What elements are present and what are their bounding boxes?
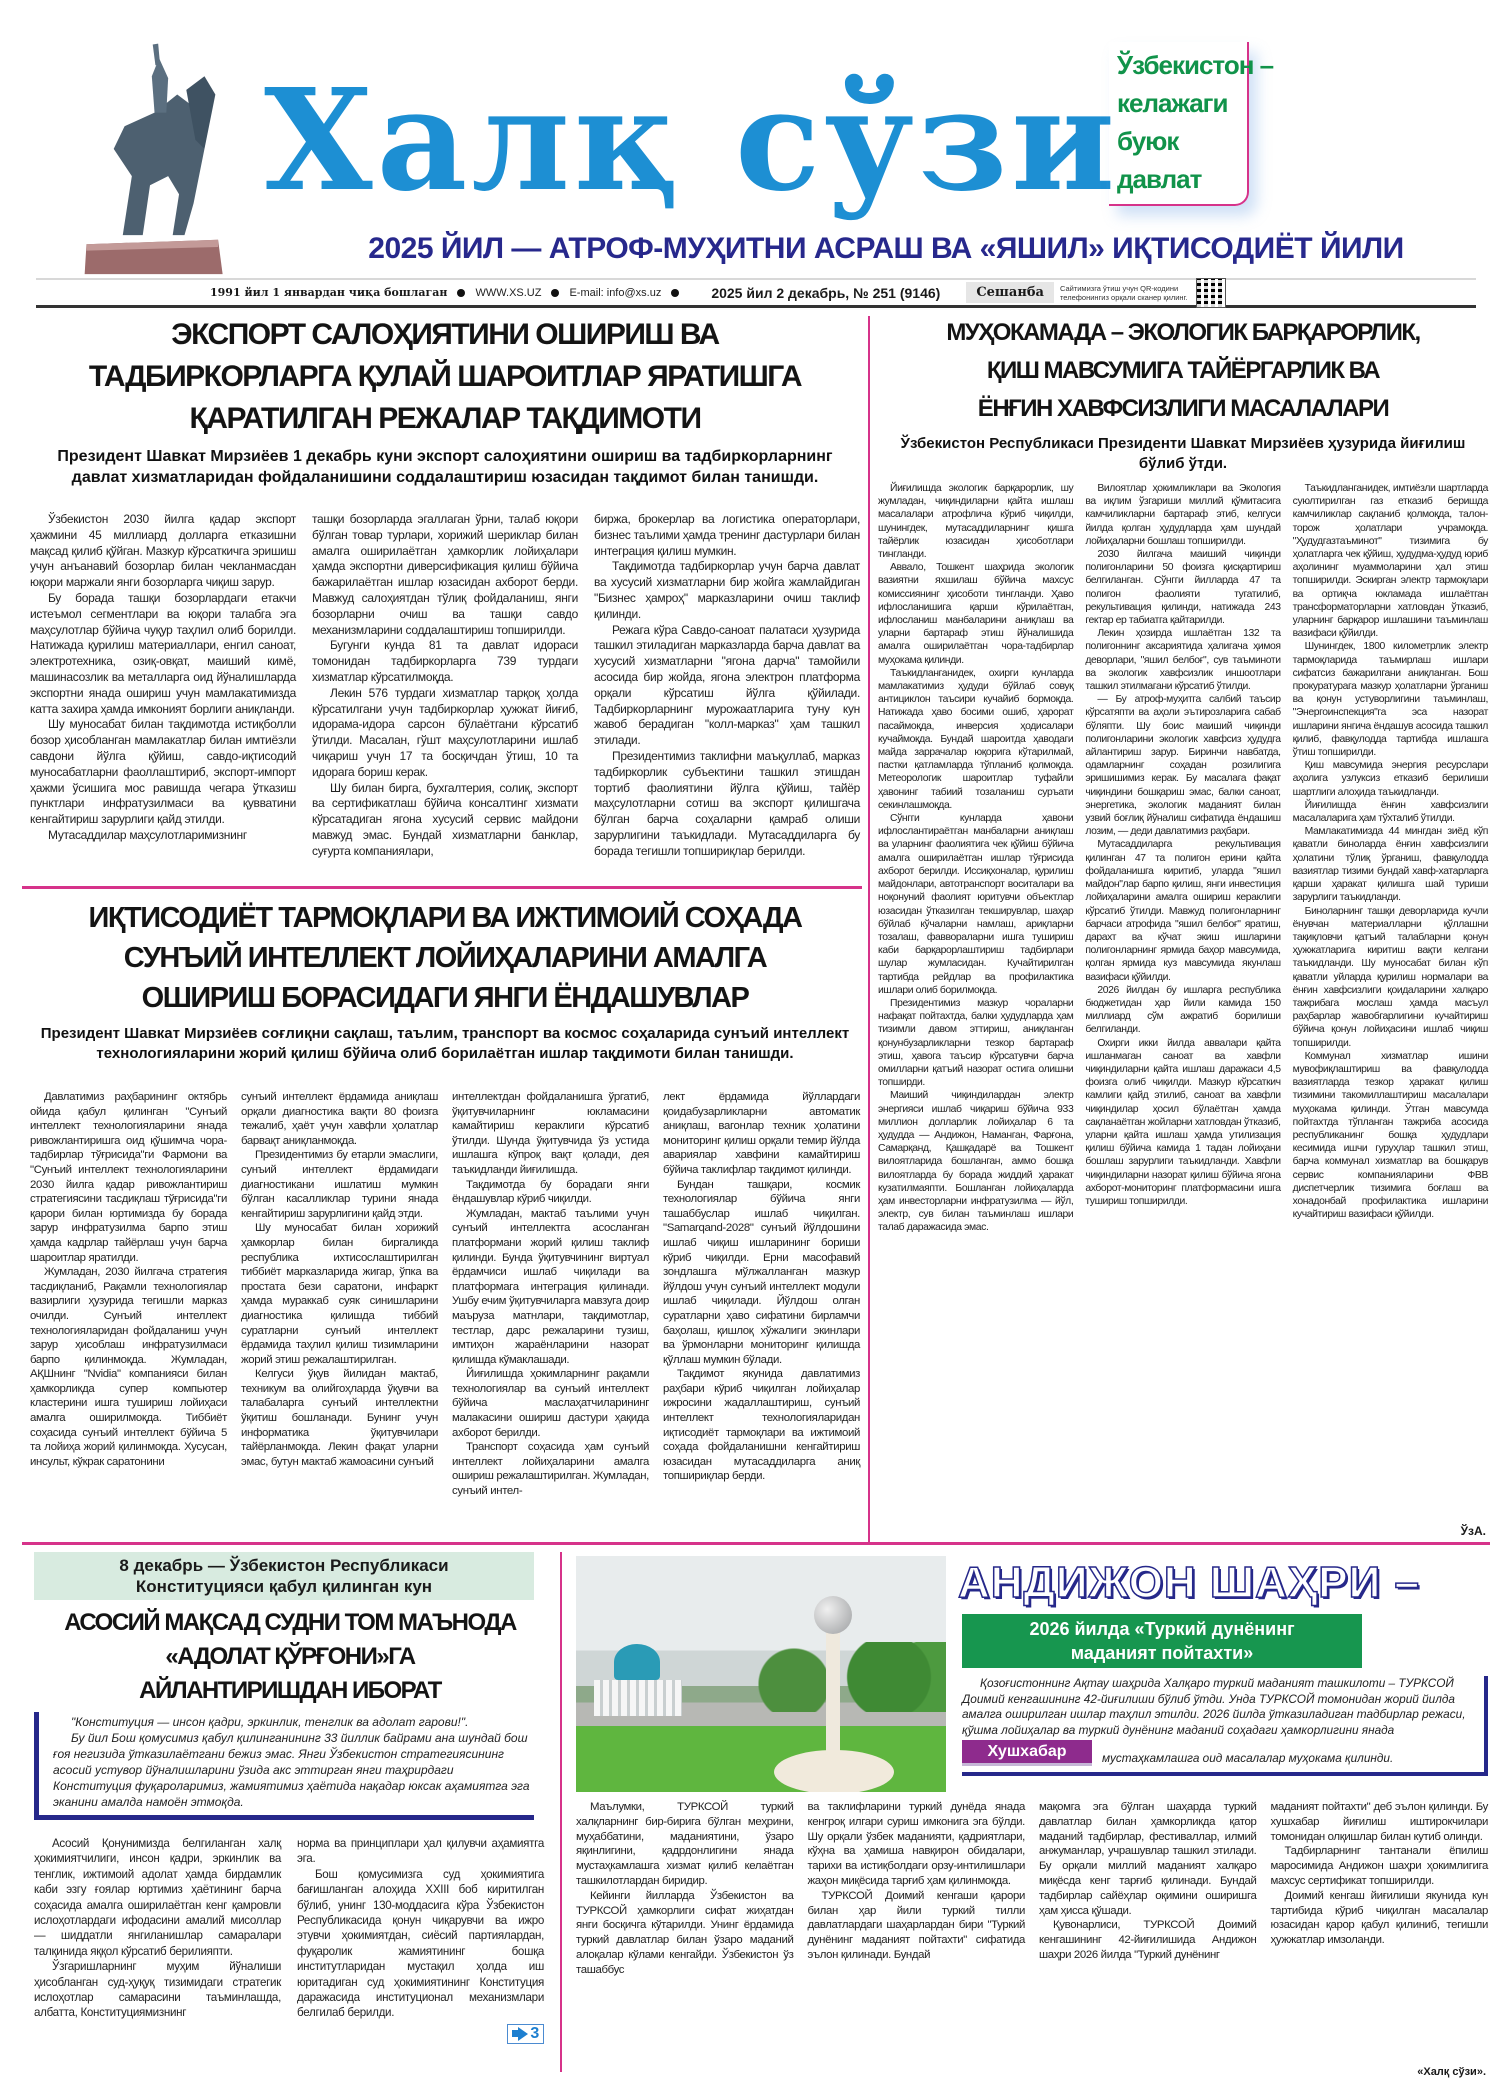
paragraph: Ўзгаришларнинг муҳим йўналиши ҳисобланган суд-ҳуқуқ тизимидаги стратегик ислоҳотлар самарасини таъминлашда, албатта, Конституциямизнинг: [34, 1960, 281, 2020]
headline-line: СУНЪИЙ ИНТЕЛЛЕКТ ЛОЙИҲАЛАРИНИ АМАЛГА: [123, 942, 767, 974]
paragraph: Тадбирларнинг тантанали ёпилиш маросимида Андижон шаҳри ҳокимлигига махсус сертификат топширилди.: [1270, 1845, 1488, 1887]
qr-hint: Сайтимизга ўтиш учун QR-кодини телефонингиз орқали сканер қилинг.: [1059, 283, 1188, 302]
export-article-headline: [30, 314, 860, 440]
article-column: [297, 1836, 544, 2044]
paragraph: Шу муносабат билан тақдимотда истиқболли бозор ҳисобланган мамлакатлар билан имтиёзли савдони йўлга қўйиш, савдо-иқтисодий муносабатларни фаоллаштириб, экспорт-импорт ҳажми ўсишига мос равишда чегара ўтказиш пунктлари инфратузилмаси ва қувватини кенгайтириш зарурлиги қайд этилди.: [30, 717, 296, 827]
article-column: [30, 1090, 227, 1499]
photo-pavilion: [594, 1680, 682, 1716]
paragraph: Жумладан, мактаб таълими учун сунъий интеллектга асосланган платформани жорий қилиш таклиф қилинди. Бунда ўқитувчининг виртуал ёрдамчиси ишлаб чиқилади ва платформага интеграция қилинади. Ушбу ечим ўқитувчиларга мавзуга доир маъруза матнлари, тақдимотлар, тестлар, дарс режаларини тузиш, имтиҳон жараёнларини назорат қилишда кўмаклашади.: [452, 1207, 649, 1366]
issue-date-number: 2025 йил 2 декабрь, № 251 (9146): [711, 284, 941, 301]
photo-monument-globe: [814, 1596, 852, 1634]
source-credit: ЎзА.: [1460, 1524, 1486, 1538]
andijan-article-body: [576, 1800, 1488, 1978]
paragraph: норма ва принциплари ҳал қилувчи аҳамиятга эга.: [297, 1837, 544, 1866]
paragraph: Вилоятлар ҳокимликлари ва Экология ва иқлим ўзгариши миллий қўмитасига камчиликларни бартараф этиб, келгуси йилда қолган ҳудудларда ҳам шундай лойиҳаларни бошлаш топширилди.: [1085, 483, 1281, 547]
article-column: [312, 512, 578, 860]
article-column: [576, 1800, 794, 1978]
paragraph: Бош қомусимизга суд ҳокимиятига бағишланган алоҳида XXIII боб киритилган бўлиб, унинг 130-моддасига кўра Ўзбекистон Республикасида қонун чиқарувчи ва ижро этувчи ҳокимиятдан, сиёсий партиялардан, фуқаролик жамиятининг бошқа институтларидан мустақил ҳолда иш юритадиган суд ҳокимиятининг Конституция даражасида институционал механизмлари белгилаб берилди.: [297, 1867, 544, 2020]
newspaper-logo[interactable]: Халқ сўзи: [264, 59, 1120, 223]
article-column: [241, 1090, 438, 1499]
paragraph: Асосий Қонунимизда белгиланган халқ ҳокимиятчилиги, инсон қадри, эркинлик ва тенглик, ижтимоий адолат ҳамда бирдамлик каби эзгу ғоялар юртимиз ҳаётининг барча соҳасида амалга оширилаётган кенг қамровли ислоҳотлардаги ифодасини амалий мисоллар — шиддатли янгиланишлар самаралари талқинида яққол кўрсатиб берилияпти.: [34, 1837, 281, 1958]
article-column: [808, 1800, 1026, 1978]
quote-line: Бу йил Бош қомусимиз қабул қилинганининг 33 йиллик байрами ана шундай бош ғоя негизида ўтказилаётгани бежиз эмас. Янги Ўзбекистон стратегиясининг асосий устувор йўналишларини ўзида акс эттирган янги таҳрирдаги Конституция фуқароларимиз, жамиятимиз ҳаётида нақадар юксак аҳамиятга эга эканини амалда намоён этмоқда.: [53, 1731, 530, 1809]
article-column: [594, 512, 860, 860]
paragraph: Йиғилишда ҳокимларнинг рақамли технологиялар ва сунъий интеллект бўйича маслаҳатчиларининг малакасини ошириш дастури ҳақида ахборот берилди.: [452, 1368, 649, 1439]
constitution-article-body: [34, 1836, 544, 2044]
founded-date: 1991 йил 1 январдан чиқа бошлаган: [210, 286, 448, 299]
paragraph: маданият пойтахти" деб эълон қилинди. Бу хушхабар йиғилиш иштирокчилари томонидан олқишлар билан кутиб олинди.: [1270, 1801, 1488, 1843]
paragraph: Шунингдек, 1800 километрлик электр тармоқларида таъмирлаш ишлари сифатсиз бажарилгани аниқланган. Бош прокуратурага мазкур ҳолатларни ўрганиш ва қонун устуворлигини таъминлаш, "Энергоинспекция"га эса назорат ишларини янгича ёндашув асосида ташкил қилиб, фавқулодда тартибда ишлашга ўтиш топширилди.: [1292, 641, 1488, 759]
bullet-icon: [551, 289, 559, 297]
paragraph: сунъий интеллект ёрдамида аниқлаш орқали диагностика вақти 80 фоизга тежалиб, ҳаёт учун хавфли ҳолатлар барвақт аниқланмоқда.: [241, 1091, 438, 1147]
photo-trees: [756, 1642, 946, 1712]
intro-text: Қозоғистоннинг Ақтау шаҳрида Халқаро туркий маданият ташкилоти – ТУРКСОЙ Доимий кенгашининг 42-йиғилиши бўлиб ўтди. Унда ТУРКСОЙ томонидан жорий йилда амалга оширилган ишлар таҳлил этилди. 2026 йилда ўтказиладиган тадбирлар режаси, қўшма лойиҳалар ва туркий дунёнинг маданий соҳадаги ҳамкорлигини янада: [962, 1676, 1466, 1737]
quote-line: "Конституция — инсон қадри, эркинлик, тенглик ва адолат гарови!".: [71, 1715, 469, 1729]
email-link[interactable]: E-mail: info@xs.uz: [569, 286, 662, 299]
headline-line: ИҚТИСОДИЁТ ТАРМОҚЛАРИ ВА ИЖТИМОИЙ СОҲАДА: [88, 902, 802, 934]
paragraph: лект ёрдамида йўллардаги қоидабузарликларни автоматик аниқлаш, вагонлар техник ҳолатини мониторинг қилиш орқали темир йўлда авариялар хавфини камайтириш бўйича таклифлар тақдимот қилинди.: [663, 1091, 860, 1176]
paragraph: Таъкидланганидек, охирги кунларда мамлакатимиз ҳудуди бўйлаб совуқ антициклон таъсири кучайиб бормоқда. Натижада ҳаво босими ошиб, ҳарорат пасаймоқда, инверсия ҳодисалари кучаймоқда. Бундай шароитда ҳаводаги майда заррачалар юқорига кўтарилмай, пастки қатламларда тўпланиб қолмоқда. Метеорологик шароитлар туфайли ҳавонинг табиий тозаланиш суръати секинлашмоқда.: [878, 667, 1074, 811]
paragraph: Шу билан бирга, бухгалтерия, солиқ, экспорт ва сертификатлаш бўйича консалтинг хизмати кўрсатадиган ягона хусусий сервис майдони мавжуд эмас. Бундай хизматларни банклар, суғурта компаниялари,: [312, 780, 578, 858]
paragraph: Президентимиз таклифни маъқуллаб, марказ тадбиркорлик субъектини ташкил этишдан тортиб фаолиятини йўлга қўйиш, тайёр маҳсулотларни сотиш ва экспорт қилишгача бўлган барча соҳаларни қамраб олиши зарурлигини таъкидлади. Мутасаддиларга бу борада тегишли топшириқлар берилди.: [594, 748, 860, 858]
paragraph: Йиғилишда ёнғин хавфсизлиги масалаларига ҳам тўхталиб ўтилди.: [1292, 799, 1488, 825]
article-column: [878, 482, 1073, 1235]
headline-line: «АДОЛАТ ҚЎРҒОНИ»ГА: [165, 1643, 415, 1670]
photo-dome: [614, 1644, 660, 1680]
paragraph: Бу борада ташқи бозорлардаги етакчи истеъмол сегментлари ва юқори талабга эга маҳсулотлар бўйича чуқур таҳлил олиб борилди. Натижада қурилиш материаллари, енгил саноат, электротехника, озиқ-овқат, маиший кимё, машинасозлик ва металларга оид йўналишларда экспортни янада ошириш учун мамлакатимизда катта захира ҳамда имконият борлиги аниқланди.: [30, 590, 296, 716]
ai-article-lead: Президент Шавкат Мирзиёев соғлиқни сақлаш, таълим, транспорт ва космос соҳаларида сунъий интеллект технологияларини жорий қилиш бўйича олиб борилаётган ишлар тақдимоти билан танишди.: [40, 1025, 850, 1062]
photo-plaza: [774, 1750, 894, 1792]
article-column: [34, 1836, 281, 2044]
paragraph: ва таклифларини туркий дунёда янада кенгроқ илгари суриш имконига эга бўлди. Шу орқали ўзбек маданияти, қадриятлари, кўҳна ва ҳамиша навқирон обидалари, тарихи ва истиқболдаги орзу-интилишлари жаҳон миқёсида тарғиб ҳам қилинмоқда.: [807, 1801, 1025, 1887]
paragraph: ТУРКСОЙ Доимий кенгаши қарори билан ҳар йили туркий тилли давлатлардаги шаҳарлардан бири "Туркий дунёнинг маданият пойтахти" сифатида эълон қилинади. Бундай: [807, 1889, 1025, 1961]
kicker-line: 8 декабрь — Ўзбекистон Республикаси: [119, 1556, 449, 1575]
paragraph: Лекин 576 турдаги хизматлар тарқоқ ҳолда кўрсатилгани учун тадбиркорлар ҳужжат йиғиб, идорама-идора сарсон бўлаётгани кўрсатиб ўтилди. Масалан, гўшт маҳсулотларини ишлаб чиқариш учун 17 та босқичдан ўтиш, 10 та идорага бориш керак.: [312, 685, 578, 779]
ai-article-body: [30, 1090, 860, 1499]
paragraph: Ўзбекистон 2030 йилга қадар экспорт ҳажмини 45 миллиард долларга етказишни мақсад қилиб қўйган. Мазкур кўрсаткичга эришиш учун анъанавий бозорлар билан чекланмасдан юқори маржали янги бозорларга чиқиш зарур.: [30, 512, 296, 590]
article-column: [452, 1090, 649, 1499]
website-link[interactable]: WWW.XS.UZ: [475, 286, 542, 299]
slogan-line: Ўзбекистон –: [1117, 50, 1274, 80]
good-news-badge: Хушхабар: [962, 1740, 1092, 1766]
headline-line: АСОСИЙ МАҚСАД СУДНИ ТОМ МАЪНОДА: [64, 1609, 516, 1636]
paragraph: Лекин ҳозирда ишлаётган 132 та полигоннинг аксариятида ҳалигача ҳимоя деворлари, "яшил белбоғ", сув таъминоти ва экологик хавфсизлик иншоотлари ташкил этилмагани кўрсатиб ўтилди.: [1085, 628, 1281, 693]
paragraph: Тақдимотда тадбиркорлар учун барча давлат ва хусусий хизматларни бир жойга жамлайдиган "Бизнес ҳамроҳ" марказларини очиш таклиф қилинди.: [594, 559, 860, 621]
paragraph: Таъкидланганидек, имтиёзли шартларда суюлтирилган газ етказиб беришда камчиликлар сақланиб қолмоқда, талон-торож ҳолатлари учрамоқда. "Ҳудудгазтаъминот" тизимига бу ҳолатларга чек қўйиш, ҳудудма-ҳудуд юриб аҳолининг муаммоларини ҳал этиш топширилди. Эскирган электр тармоқлари ва ортиқча юкламада ишлаётган трансформаторларни хатловдан ўтказиб, уларнинг барқарор ишлашини таъминлаш вазифаси қўйилди.: [1292, 483, 1488, 640]
paragraph: Маълумки, ТУРКСОЙ туркий халқларнинг бир-бирига бўлган меҳрини, муҳаббатини, маданиятини, ўзаро яқинлигини, қадрдонлигини янада мустаҳкамлашга хизмат қилиб келаётган ташкилотлардан биридир.: [576, 1801, 794, 1887]
year-motto: 2025 ЙИЛ — АТРОФ-МУҲИТНИ АСРАШ ВА «ЯШИЛ» ИҚТИСОДИЁТ ЙИЛИ: [368, 232, 1404, 265]
paragraph: 2030 йилгача маиший чиқинди полигонларини 50 фоизга қисқартириш белгиланган. Сўнгги йилларда 47 та полигон фаолияти тугатилиб, рекультивация қилинди, натижада 243 гектар ер табиатга қайтарилди.: [1085, 549, 1281, 627]
paragraph: мақомга эга бўлган шаҳарда туркий давлатлар билан ҳамкорликда қатор маданий тадбирлар, фестиваллар, илмий анжуманлар, учрашувлар ташкил этилади. Бу орқали миллий маданият халқаро миқёсда кенг тарғиб қилинади. Бундай тадбирлар сайёҳлар оқимини оширишга ҳам ҳисса қўшади.: [1039, 1801, 1257, 1917]
banner-line: 2026 йилда «Туркий дунёнинг: [1029, 1619, 1295, 1639]
paragraph: Президентимиз мазкур чораларни нафақат пойтахтда, балки ҳудудларда ҳам тизимли давом эттириш, аниқланган қонунбузарликларни тезкор бартараф этиш, ҳавога таъсир кўрсатувчи барча омилларни қатъий назорат остига олишни топширди.: [878, 997, 1074, 1089]
slogan-line: буюк: [1117, 126, 1179, 156]
ecology-article-lead: Ўзбекистон Республикаси Президенти Шавкат Мирзиёев ҳузурида йиғилиш бўлиб ўтди.: [900, 435, 1466, 472]
constitution-article-headline: [30, 1606, 550, 1708]
paragraph: Доимий кенгаш йиғилиши якунида кун тартибида кўриб чиқилган масалалар юзасидан қарор қабул қилиниб, тегишли ҳужжатлар имзоланди.: [1270, 1889, 1488, 1947]
column-divider: [560, 1552, 562, 2072]
paragraph: Аввало, Тошкент шаҳрида экологик вазиятни яхшилаш бўйича махсус комиссиянинг ҳисоботи тингланди. Ҳаво ифлосланишига қарши кўрилаётган, ифлосланиш манбаларини аниқлаш ва уларни бартараф этиш йўналишида амалга оширилаётган чора-тадбирлар муҳокама қилинди.: [878, 562, 1074, 666]
paragraph: Давлатимиз раҳбарининг октябрь ойида қабул қилинган "Сунъий интеллект технологияларини янада ривожлантиришга оид қўшимча чора-тадбирлар тўғрисида"ги Фармони ва "Сунъий интеллект технологияларини 2030 йилга қадар ривожлантириш стратегиясини тасдиқлаш тўғрисида"ги қарори билан юртимизда бу борада зарур инфратузилма барпо этиш ҳамда кадрлар тайёрлаш учун барча шароитлар яратилди.: [30, 1091, 227, 1264]
intro-tail-row: [962, 1740, 1474, 1766]
headline-line: ОШИРИШ БОРАСИДАГИ ЯНГИ ЁНДАШУВЛАР: [141, 982, 749, 1014]
headline-line: ҚИШ МАВСУМИГА ТАЙЁРГАРЛИК ВА: [986, 357, 1380, 384]
bullet-icon: [671, 289, 679, 297]
ecology-article-headline: [878, 314, 1488, 428]
paragraph: Бугунги кунда 81 та давлат идораси томонидан тадбиркорларга 739 турдаги хизматлар кўрсатилмоқда.: [312, 638, 578, 684]
paragraph: Тақдимотда бу борадаги янги ёндашувлар кўриб чиқилди.: [452, 1178, 649, 1206]
paragraph: биржа, брокерлар ва логистика операторлари, бизнес таълими ҳамда тренинг дастурлари билан интеграция қилиш мумкин.: [594, 512, 860, 558]
export-article-lead: Президент Шавкат Мирзиёев 1 декабрь куни экспорт салоҳиятини ошириш ва тадбиркорларнинг давлат хизматларидан фойдаланишини соддалаштириш юзасидан тақдимот билан танишди.: [57, 448, 833, 486]
paragraph: Маиший чиқиндилардан электр энергияси ишлаб чиқариш бўйича 933 миллион долларлик лойиҳалар 6 та ҳудудда — Андижон, Наманган, Фарғона, Самарқанд, Қашқадарё ва Тошкент вилоятларида бошланган, аммо бошқа вилоятларда бу борада жиддий ҳаракат кузатилмаяпти. Бошланган лойиҳаларда ҳам инвесторларни инфратузилма — йўл, электр, сув билан таъминлаш ишлари талаб даражасида эмас.: [878, 1090, 1074, 1234]
constitution-day-kicker: [34, 1552, 534, 1600]
paragraph: Транспорт соҳасида ҳам сунъий интеллект лойиҳаларини амалга ошириш режалаштирилган. Жумладан, сунъий интел-: [452, 1441, 649, 1498]
article-column: [30, 512, 296, 860]
issue-info-bar: [36, 278, 1476, 308]
page-number: 3: [530, 2025, 539, 2043]
headline-line: МУҲОКАМАДА – ЭКОЛОГИК БАРҚАРОРЛИК,: [946, 319, 1420, 346]
paragraph: Шу муносабат билан хорижий ҳамкорлар билан биргаликда республика ихтисослаштирилган тиббиёт марказларида жигар, ўпка ва простата бези саратони, инфаркт ҳамда мураккаб суяк синишларини диагностика қилишда тиббий суратларни сунъий интеллект ёрдамида таҳлил қилиш тизимларини жорий этиш режалаштирилган.: [241, 1222, 438, 1366]
headline-line: ТАДБИРКОРЛАРГА ҚУЛАЙ ШАРОИТЛАР ЯРАТИШГА: [88, 360, 802, 393]
source-credit: «Халқ сўзи».: [1417, 2066, 1486, 2078]
slogan-line: давлат: [1117, 164, 1202, 194]
slogan-line: келажаги: [1117, 88, 1228, 118]
paragraph: Мутасаддилар маҳсулотларимизнинг: [48, 827, 247, 842]
article-column: [1085, 482, 1280, 1235]
article-column: [663, 1090, 860, 1499]
article-column: [1271, 1800, 1489, 1978]
andijan-intro: [962, 1676, 1488, 1776]
paragraph: Қиш мавсумида энергия ресурслари аҳолига узлуксиз етказиб берилиши шартлиги алоҳида таъкидланди.: [1292, 760, 1488, 798]
paragraph: Коммунал хизматлар ишини мувофиқлаштириш ва фавқулодда вазиятларда тезкор ҳаракат қилиш тизимини такомиллаштириш масалалари муҳокама қилинди. Ўтган мавсумда пойтахтда тўпланган тажриба асосида республиканинг бошқа ҳудудлари кесимида ишчи гуруҳлар ташкил этиш, барча коммунал хизматлар ва бошқарув сервис компанияларини ФВВ диспетчерлик тизимига боғлаш ва хонадонбай профилактика ишларини кучайтириш вазифаси қўйилди.: [1292, 1050, 1488, 1221]
section-divider: [22, 886, 862, 889]
export-article-body: [30, 512, 860, 860]
pull-quote: [34, 1712, 534, 1820]
continue-row: [297, 2024, 544, 2044]
intro-text-tail: мустаҳкамлашга оид масалалар муҳокама қилинди.: [1102, 1750, 1394, 1765]
column-divider: [868, 316, 870, 1542]
paragraph: Сўнгги кунларда ҳавони ифлослантираётган манбаларни аниқлаш ва уларнинг фаолиятига чек қўйиш бўйича амалга оширилаётган ишлар тўғрисида ахборот берилди. Иссиқхоналар, қурилиш майдонлари, автотранспорт воситалари ва ноқонуний фаолият юритувчи объектлар юзасидан ўтказилган текширувлар, шаҳар бўйлаб кўчаларни намлаш, ариқларни тозалаш, фавворaларни ишга тушириш каби барқарорлаштириш тадбирлари шулар жумласидан. Кучайтирилган тартибда рейдлар ва профилактика ишлари олиб борилмоқда.: [878, 813, 1074, 996]
qr-code-icon[interactable]: [1196, 278, 1226, 308]
andijan-banner: [962, 1614, 1362, 1668]
paragraph: — Бу атроф-муҳитга салбий таъсир кўрсатяпти ва аҳоли эътирозларига сабаб бўляпти. Шу боис маиший чиқинди полигонларини экологик хавфсиз ҳудудга айлантириш зарур. Биринчи навбатда, одамларнинг соҳадан розилигига эришишимиз керак. Бу масалага фақат чиқиндини бошқариш эмас, балки саноат, энергетика, экологик маданият билан узвий боғлиқ йўналиш сифатида ёндашиш лозим, — деди давлатимиз раҳбари.: [1085, 694, 1281, 838]
paragraph: 2026 йилдан бу ишларга республика бюджетидан ҳар йили камида 150 миллиард сўм ажратиб борилиши белгиланди.: [1085, 984, 1281, 1036]
article-column: [1293, 482, 1488, 1235]
paragraph: Бундан ташқари, космик технологиялар бўйича янги ташаббуслар ишлаб чиқилган. "Samarqand-2028" сунъий йўлдошини ишлаб чиқиш ишларининг бориши кўриб чиқилди. Ерни масофавий зондлашга мўлжалланган мазкур йўлдош учун сунъий интеллект модули ишлаб чиқилади. Йўлдош олган суратларни ҳаво сифатини бирламчи баҳолаш, қишлоқ хўжалиги экинлари ва ўрмонларни мониторинг қилишда қўллаш мумкин бўлади.: [663, 1178, 860, 1366]
paragraph: Кейинги йилларда Ўзбекистон ва ТУРКСОЙ ҳамкорлиги сифат жиҳатдан янги босқичга кўтарилди. Унинг ёрдамида туркий давлатлар билан ўзаро маданий алоқалар кўлами кенгайди. Ўзбекистон ўз ташаббус: [576, 1889, 794, 1976]
andijan-article-title: АНДИЖОН ШАҲРИ –: [958, 1558, 1420, 1607]
article-column: [1039, 1800, 1257, 1978]
slogan-box: [1109, 42, 1274, 206]
banner-line: маданият пойтахти»: [1070, 1643, 1254, 1663]
paragraph: Йиғилишда экологик барқарорлик, шу жумладан, чиқиндиларни қайта ишлаш масалалари атрофлича кўриб чиқилди, шунингдек, мутасаддиларнинг қишга тайёрлик юзасидан ҳисоботлари тингланди.: [878, 483, 1074, 561]
continued-on-page-link[interactable]: [507, 2024, 544, 2044]
bullet-icon: [457, 289, 465, 297]
headline-line: ЭКСПОРТ САЛОҲИЯТИНИ ОШИРИШ ВА: [171, 318, 719, 351]
ai-article-headline: [30, 898, 860, 1018]
equestrian-statue-illustration: [60, 40, 240, 276]
paragraph: Режага кўра Савдо-саноат палатаси ҳузурида ташкил этиладиган марказларда барча давлат ва хусусий хизматларни "ягона дарча" тамойили асосида бир жойда, ягона электрон платформа орқали кўрсатиш йўлга қўйилади. Тадбиркорларнинг мурожаатларига туну кун жавоб берадиган "колл-марказ" ҳам ташкил этилади.: [594, 622, 860, 748]
andijan-city-photo: [576, 1556, 946, 1792]
kicker-line: Конституцияси қабул қилинган кун: [135, 1577, 433, 1596]
ecology-article-body: [878, 482, 1488, 1235]
masthead: [36, 36, 1476, 276]
paragraph: Президентимиз бу етарли эмаслиги, сунъий интеллект ёрдамидаги диагностикани ишлатиш мумкин бўлган касалликлар турини янада кенгайтириш зарурлигини қайд этди.: [241, 1149, 438, 1220]
headline-line: ЁНҒИН ХАВФСИЗЛИГИ МАСАЛАЛАРИ: [977, 395, 1389, 422]
paragraph: ташқи бозорларда эгаллаган ўрни, талаб юқори бўлган товар турлари, хорижий шериклар билан амалга оширилаётган ҳамкорлик лойиҳалари ҳамда экспортни диверсификация қилиш бўйича бажарилаётган ишлар юзасидан ахборот берди. Мавжуд салоҳиятдан тўлиқ фойдаланиш, янги бозорларни очиш ва ташқи савдо механизмларини соддалаштириш топширилди.: [312, 512, 578, 637]
paragraph: Мамлакатимизда 44 мингдан зиёд кўп қаватли биноларда ёнғин хавфсизлиги ҳолатини тўлиқ ўрганиш, фавқулодда вазиятлар тизими бундай хавф-хатарларга қарши ҳаракат қилишга шай туриши зарурлиги таъкидланди.: [1292, 826, 1488, 904]
paragraph: интеллектдан фойдаланишга ўргатиб, ўқитувчиларнинг юкламасини камайтириш кераклиги кўрсатиб ўтилди. Шунда ўқитувчида ўз устида ишлашга кўпроқ вақт қолади, дея таъкидланди йиғилишда.: [452, 1091, 649, 1176]
paragraph: Тақдимот якунида давлатимиз раҳбари кўриб чиқилган лойиҳалар ижросини жадаллаштириш, сунъий интеллект технологияларидан иқтисодиёт тармоқлари ва ижтимоий соҳада фойдаланишни кенгайтириш юзасидан мутасаддиларга аниқ топшириқлар берди.: [663, 1368, 860, 1483]
paragraph: Мутасаддиларга рекультивация қилинган 47 та полигон ерини қайта фойдаланишга киритиб, уларда "яшил майдон"лар барпо қилиш, янги инвестиция лойиҳаларини амалга ошириш кераклиги кўрсатиб ўтилди. Мавжуд полигонларнинг барчаси атрофида "яшил белбоғ" яратиш, дарахт ва кўчат экиш ишларини полигонларнинг ярмида баҳор мавсумида, қолган ярмида куз мавсумида якунлаш вазифаси қўйилди.: [1085, 839, 1281, 983]
arrow-right-icon: [518, 2027, 528, 2041]
paragraph: Охирги икки йилда аввалари қайта ишланмаган саноат ва хавфли чиқиндиларни қайта ишлаш даражаси 4,5 фоизга олиб чиқилди. Мазкур кўрсаткич камлиги қайд этилиб, саноат ва хавфли чиқиндилар ҳосил бўлаётган ҳамда сақланаётган жойларни хатловдан ўтказиб, уларни қайта ишлаш ҳамда утилизация қилиш бўйича камида 1 тадан лойиҳани бошлаш зарурлиги таъкидланди. Хавфли чиқиндиларни назорат қилиш бўйича ягона ахборот-мониторинг платформасини ишга тушириш топширилди.: [1085, 1037, 1281, 1207]
section-divider: [22, 1542, 1490, 1545]
weekday: Сешанба: [966, 282, 1054, 303]
paragraph: Келгуси ўқув йилидан мактаб, техникум ва олийгоҳларда ўқувчи ва талабаларга сунъий интеллектни ўқитиш бошланади. Бунинг учун информатика ўқитувчилари тайёрланмоқда. Лекин фақат уларни эмас, бутун мактаб жамоасини сунъий: [241, 1368, 438, 1468]
paragraph: Жумладан, 2030 йилгача стратегия тасдиқланиб, Рақамли технологиялар вазирлиги ҳузурида тегишли марказ очилди. Сунъий интеллект технологияларидан фойдаланиш учун зарур ҳисоблаш инфратузилмаси барпо қилинмоқда. Жумладан, АҚШнинг "Nvidia" компанияси билан ҳамкорликда супер компьютер кластерини ишга тушириш лойиҳаси амалга оширилмоқда. Тиббиёт соҳасида сунъий интеллект бўйича 5 та лойиҳа жорий қилинмоқда. Хусусан, инсульт, кўкрак саратонини: [30, 1266, 227, 1468]
paragraph: Биноларнинг ташқи деворларида кучли ёнувчан материалларни қўллашни тақиқловчи қатъий талабларни қонун ҳужжатларига киритиш вақти келгани таъкидланди. Шу муносабат билан кўп қаватли уйларда қурилиш нормалари ва ёнғин хавфсизлиги қоидаларини халқаро тажрибага мослаш ҳамда масъул раҳбарлар жавобгарлигини кучайтириш бўйича қонун лойиҳасини ишлаб чиқиш топширилди.: [1292, 905, 1488, 1049]
headline-line: ҚАРАТИЛГАН РЕЖАЛАР ТАҚДИМОТИ: [189, 402, 701, 435]
paragraph: Қувонарлиси, ТУРКСОЙ Доимий кенгашининг 42-йиғилишида Андижон шаҳри 2026 йилда "Туркий дунёнинг: [1039, 1919, 1257, 1961]
headline-line: АЙЛАНТИРИШДАН ИБОРАТ: [139, 1677, 441, 1704]
